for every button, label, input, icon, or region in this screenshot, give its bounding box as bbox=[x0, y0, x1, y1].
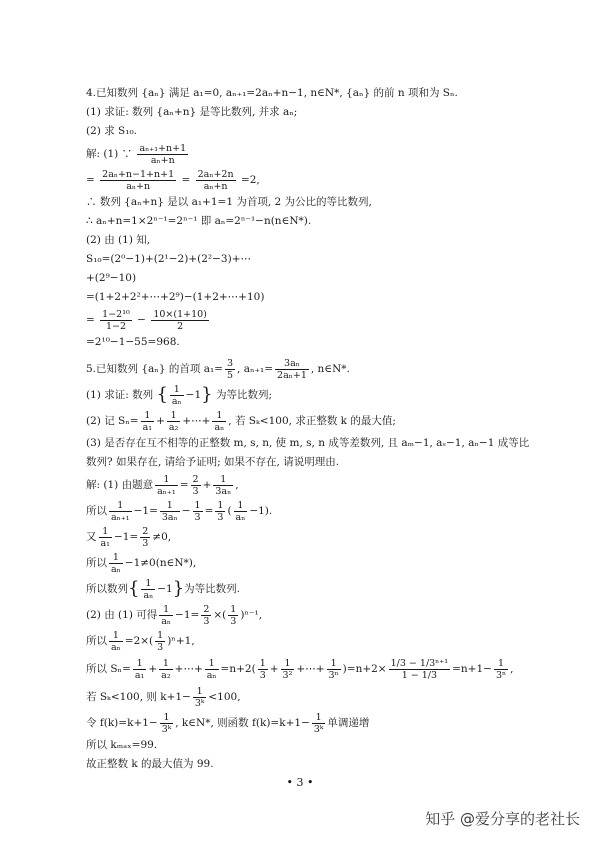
fraction: $\frac{1}{\text{3aₙ}}$ bbox=[215, 473, 232, 497]
content-body bbox=[86, 84, 530, 774]
q4-solution-line1 bbox=[86, 141, 526, 167]
fraction: $\frac{1}{\text{a₁}}$ bbox=[100, 525, 110, 549]
q5-solution-line9: 若 Sₖ<100, 则 k+1− $\frac{1}{\text{3ᵏ}}$ <100, bbox=[86, 685, 241, 709]
fraction: $\frac{\text{3aₙ}}{\text{2aₙ+1}}$ bbox=[277, 357, 307, 381]
fraction: $\frac{3}{5}$ bbox=[226, 357, 234, 381]
fraction: $\frac{\text{2aₙ+n−1+n+1}}{\text{aₙ+n}}$ bbox=[102, 168, 175, 192]
fraction: $\frac{1}{3}$ bbox=[157, 629, 164, 653]
q4-solution-line10: =2¹⁰−1−55=968. bbox=[86, 336, 180, 348]
fraction: $\frac{1}{\text{aₙ₊₁}}$ bbox=[111, 499, 130, 523]
fraction: $\frac{2}{3}$ bbox=[142, 525, 149, 549]
q5-part2: (2) 记 Sₙ= $\frac{1}{\text{a₁}}$ + $\frac{1}{\text{a₂}}$ +⋯+ $\frac{1}{\text{aₙ}}$ , 若 Sₖ<100, 求正整数 k 的最大值; bbox=[86, 409, 396, 433]
q4-part2: (2) 求 S₁₀. bbox=[86, 125, 137, 137]
page-number: • 3 • bbox=[286, 776, 314, 789]
q4-solution-line9: = $\frac{\text{1−2¹⁰}}{1-2}$ − $\frac{10\times(1+10)}{2}$ bbox=[86, 308, 207, 332]
fraction: $\frac{1}{\text{aₙ}}$ bbox=[143, 577, 154, 601]
fraction: $\frac{1}{\text{a₁}}$ bbox=[134, 657, 145, 681]
q4-solution-line3: ∴ 数列 {aₙ+n} 是以 a₁+1=1 为首项, 2 为公比的等比数列, bbox=[86, 196, 372, 208]
q5-part3-cont: 数列? 如果存在, 请给予证明; 如果不存在, 请说明理由. bbox=[86, 456, 340, 468]
q5-solution-line3: 又 $\frac{1}{\text{a₁}}$ −1= $\frac{2}{3}$ ≠0, bbox=[86, 525, 172, 549]
fraction: $\frac{1}{\text{3ᵏ}}$ bbox=[313, 711, 324, 735]
q5-solution-line12: 故正整数 k 的最大值为 99. bbox=[86, 758, 214, 770]
q4-solution-line8: =(1+2+2²+⋯+2⁹)−(1+2+⋯+10) bbox=[86, 291, 265, 303]
fraction: $\frac{2}{3}$ bbox=[192, 473, 199, 497]
fraction: $\frac{\text{2aₙ+2n}}{\text{aₙ+n}}$ bbox=[197, 168, 234, 192]
fraction: $\frac{1}{3}$ bbox=[259, 657, 266, 681]
q5-part3: (3) 是否存在互不相等的正整数 m, s, n, 使 m, s, n 成等差数列, 且 aₘ−1, aₛ−1, aₙ−1 成等比 bbox=[86, 437, 530, 449]
fraction: $\frac{1}{\text{3ⁿ}}$ bbox=[328, 657, 339, 681]
fraction: $\frac{1}{\text{aₙ}}$ bbox=[235, 499, 246, 523]
fraction: $\frac{1}{\text{a₁}}$ bbox=[142, 409, 153, 433]
q5-stem: 5.已知数列 {aₙ} 的首项 a₁= $\frac{3}{5}$ , aₙ₊₁= $\frac{\text{3aₙ}}{\text{2aₙ+1}}$ , n∈N*. bbox=[86, 357, 350, 381]
q4-solution-line7: +(2⁹−10) bbox=[86, 272, 137, 284]
q5-solution-line10: 令 f(k)=k+1− $\frac{1}{\text{3ᵏ}}$ , k∈N*, 则函数 f(k)=k+1− $\frac{1}{\text{3ᵏ}}$ 单调递增 bbox=[86, 711, 370, 735]
q5-solution-line11: 所以 kₘₐₓ=99. bbox=[86, 739, 158, 751]
fraction: $\frac{1}{\text{aₙ}}$ bbox=[111, 629, 121, 653]
fraction: $\frac{1}{3}$ bbox=[217, 499, 224, 523]
q4-solution-line5: (2) 由 (1) 知, bbox=[86, 234, 151, 246]
fraction: $\frac{10\times(1+10)}{2}$ bbox=[153, 308, 207, 332]
fraction: $\frac{1}{\text{3²}}$ bbox=[282, 657, 293, 681]
q5-solution-line6: (2) 由 (1) 可得 $\frac{1}{\text{aₙ}}$ −1= $\frac{2}{3}$ ×( $\frac{1}{3}$ )ⁿ⁻¹, bbox=[86, 603, 263, 627]
fraction: $\frac{1}{\text{aₙ}}$ bbox=[214, 409, 225, 433]
q4-stem: 4.已知数列 {aₙ} 满足 a₁=0, aₙ₊₁=2aₙ+n−1, n∈N*, {aₙ} 的前 n 项和为 Sₙ. bbox=[86, 87, 458, 99]
q5-solution-line8: 所以 Sₙ= $\frac{1}{\text{a₁}}$ + $\frac{1}{\text{a₂}}$ +⋯+ $\frac{1}{\text{aₙ}}$ =n+2( $\frac{1}{3}$ + $\frac{1}{\text{3²}}$ +⋯+ $\frac{1}{\text{3ⁿ}}$ )=n+2× $\frac{\text{1/3 − 1/3ⁿ⁺¹}}{1 - 1/3}$ =n+1− $\frac{1}{\text{3ⁿ}}$ , bbox=[86, 657, 514, 681]
q5-solution-line7: 所以 $\frac{1}{\text{aₙ}}$ =2×( $\frac{1}{3}$ )ⁿ+1, bbox=[86, 629, 195, 653]
fraction: $\frac{\text{aₙ₊₁+n+1}}{\text{aₙ+n}}$ bbox=[139, 142, 187, 166]
q5-solution-line4: 所以 $\frac{1}{\text{aₙ}}$ −1≠0(n∈N*), bbox=[86, 551, 197, 575]
q5-part1: (1) 求证: 数列 { $\frac{1}{\text{aₙ}}$ −1} 为等比数列; bbox=[86, 383, 272, 407]
q5-solution-line2: 所以 $\frac{1}{\text{aₙ₊₁}}$ −1= $\frac{1}{\text{3aₙ}}$ − $\frac{1}{3}$ = $\frac{1}{3}$ ( $\frac{1}{\text{aₙ}}$ −1). bbox=[86, 499, 273, 523]
fraction: $\frac{\text{1/3 − 1/3ⁿ⁺¹}}{1 - 1/3}$ bbox=[390, 657, 449, 681]
fraction: $\frac{1}{\text{3ᵏ}}$ bbox=[194, 685, 205, 709]
fraction: $\frac{1}{\text{aₙ}}$ bbox=[171, 383, 182, 407]
fraction: $\frac{1}{\text{3aₙ}}$ bbox=[161, 499, 178, 523]
fraction: $\frac{1}{\text{aₙ}}$ bbox=[111, 551, 121, 575]
fraction: $\frac{1}{\text{aₙ₊₁}}$ bbox=[157, 473, 176, 497]
fraction: $\frac{2}{3}$ bbox=[203, 603, 210, 627]
watermark: 知乎 @爱分享的老社长 bbox=[425, 810, 580, 828]
fraction: $\frac{1}{\text{a₂}}$ bbox=[168, 409, 179, 433]
fraction: $\frac{1}{3}$ bbox=[194, 499, 201, 523]
fraction: $\frac{1}{3}$ bbox=[230, 603, 237, 627]
q4-solution-line2: = $\frac{\text{2aₙ+n−1+n+1}}{\text{aₙ+n}}$ = $\frac{\text{2aₙ+2n}}{\text{aₙ+n}}$ =2, bbox=[86, 168, 260, 192]
q4-solution-line4: ∴ aₙ+n=1×2ⁿ⁻¹=2ⁿ⁻¹ 即 aₙ=2ⁿ⁻¹−n(n∈N*). bbox=[86, 215, 312, 227]
fraction: $\frac{1}{\text{aₙ}}$ bbox=[161, 603, 172, 627]
fraction: $\frac{1}{\text{3ᵏ}}$ bbox=[161, 711, 172, 735]
fraction: $\frac{1}{\text{3ⁿ}}$ bbox=[495, 657, 507, 681]
fraction: $\frac{\text{1−2¹⁰}}{1-2}$ bbox=[102, 308, 130, 332]
fraction: $\frac{1}{\text{aₙ}}$ bbox=[206, 657, 217, 681]
solution-label: 解: (1) ∵ bbox=[86, 148, 133, 160]
q4-part1: (1) 求证: 数列 {aₙ+n} 是等比数列, 并求 aₙ; bbox=[86, 106, 298, 118]
q4-solution-line6: S₁₀=(2⁰−1)+(2¹−2)+(2²−3)+⋯ bbox=[86, 253, 251, 265]
fraction: $\frac{1}{\text{a₂}}$ bbox=[161, 657, 171, 681]
q5-solution-line5: 所以数列{ $\frac{1}{\text{aₙ}}$ −1}为等比数列. bbox=[86, 577, 241, 601]
q5-solution-line1: 解: (1) 由题意 $\frac{1}{\text{aₙ₊₁}}$ = $\frac{2}{3}$ + $\frac{1}{\text{3aₙ}}$ , bbox=[86, 473, 239, 497]
